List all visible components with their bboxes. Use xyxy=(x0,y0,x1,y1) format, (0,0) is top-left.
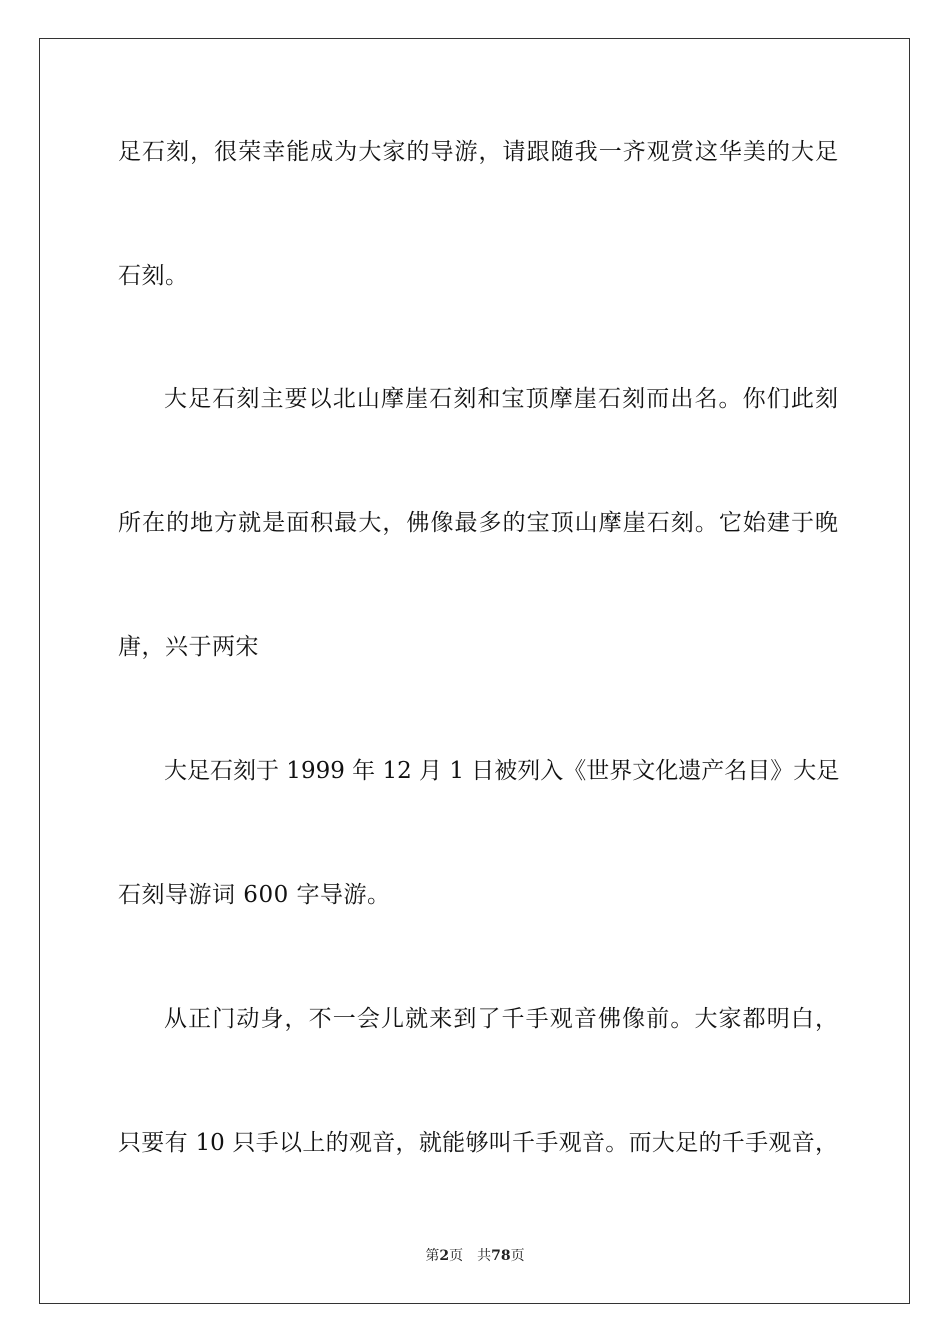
total-pages: 78 xyxy=(491,1248,511,1264)
paragraph-start-line-6: 大足石刻于 1999 年 12 月 1 日被列入《世界文化遗产名目》大足 xyxy=(164,758,840,784)
paragraph-start-line-3: 大足石刻主要以北山摩崖石刻和宝顶摩崖石刻而出名。你们此刻 xyxy=(164,386,838,412)
total-prefix: 共 xyxy=(477,1248,492,1264)
page-prefix: 第 xyxy=(425,1248,440,1264)
page-suffix: 页 xyxy=(449,1248,464,1264)
total-suffix: 页 xyxy=(510,1248,525,1264)
page-footer xyxy=(0,1246,950,1266)
text-line-1: 足石刻，很荣幸能成为大家的导游，请跟随我一齐观赏这华美的大足 xyxy=(118,139,838,165)
text-line-9: 只要有 10 只手以上的观音，就能够叫千手观音。而大足的千手观音， xyxy=(118,1130,838,1156)
page-number: 2 xyxy=(439,1248,450,1264)
page-border xyxy=(39,38,910,1304)
text-line-2: 石刻。 xyxy=(118,263,189,289)
text-line-4: 所在的地方就是面积最大，佛像最多的宝顶山摩崖石刻。它始建于晚 xyxy=(118,510,838,536)
text-line-7: 石刻导游词 600 字导游。 xyxy=(118,882,391,908)
text-line-5: 唐，兴于两宋 xyxy=(118,634,259,660)
paragraph-start-line-8: 从正门动身，不一会儿就来到了千手观音佛像前。大家都明白， xyxy=(164,1006,838,1032)
